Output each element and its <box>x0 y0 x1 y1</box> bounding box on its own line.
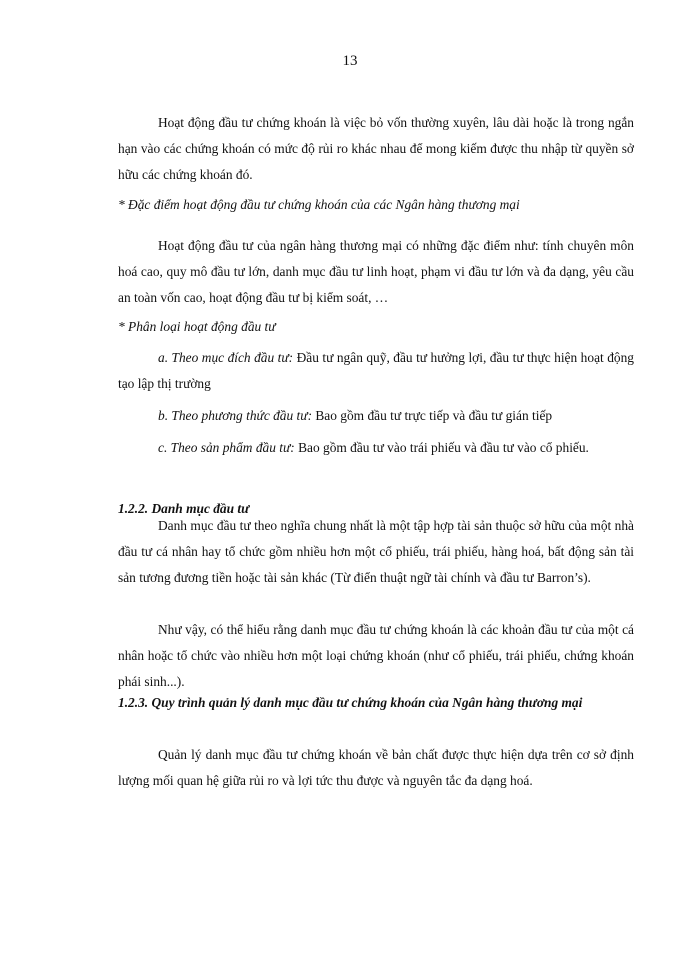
heading-characteristics: * Đặc điểm hoạt động đầu tư chứng khoán của các Ngân hàng thương mại <box>118 197 520 212</box>
paragraph-portfolio-understanding: Như vậy, có thể hiểu rằng danh mục đầu tư chứng khoán là các khoản đầu tư của một cá nhân hoặc tổ chức vào nhiều hơn một loại chứng khoán (như cổ phiếu, trái phiếu, chứng khoán phái sinh...). <box>118 622 634 689</box>
paragraph-characteristics: Hoạt động đầu tư của ngân hàng thương mại có những đặc điểm như: tính chuyên môn hoá cao, quy mô đầu tư lớn, danh mục đầu tư linh hoạt, phạm vi đầu tư lớn và đa dạng, yêu cầu an toàn vốn cao, hoạt động đầu tư bị kiểm soát, … <box>118 238 634 305</box>
heading-classification: * Phân loại hoạt động đầu tư <box>118 319 276 334</box>
heading-section-1-2-3: 1.2.3. Quy trình quản lý danh mục đầu tư chứng khoán của Ngân hàng thương mại <box>118 695 583 710</box>
list-item-c <box>118 435 634 461</box>
list-item-a-lead: a. Theo mục đích đầu tư: <box>158 350 294 365</box>
list-item-a <box>118 345 634 397</box>
list-item-a-text: Đầu tư ngân quỹ, đầu tư hưởng lợi, đầu tư thực hiện hoạt động tạo lập thị trường <box>118 350 634 391</box>
paragraph-portfolio-definition: Danh mục đầu tư theo nghĩa chung nhất là một tập hợp tài sản thuộc sở hữu của một nhà đầu tư cá nhân hay tổ chức gồm nhiều hơn một cổ phiếu, trái phiếu, hàng hoá, bất động sản tài sản tương đương tiền hoặc tài sản khác (Từ điển thuật ngữ tài chính và đầu tư Barron’s). <box>118 518 634 585</box>
paragraph-definition: Hoạt động đầu tư chứng khoán là việc bỏ vốn thường xuyên, lâu dài hoặc là trong ngắn hạn vào các chứng khoán có mức độ rủi ro khác nhau để mong kiếm được thu nhập từ quyền sở hữu các chứng khoán đó. <box>118 115 634 182</box>
paragraph-portfolio-management: Quản lý danh mục đầu tư chứng khoán về bản chất được thực hiện dựa trên cơ sở định lượng mối quan hệ giữa rủi ro và lợi tức thu được và nguyên tắc đa dạng hoá. <box>118 747 634 788</box>
list-item-c-lead: c. Theo sản phẩm đầu tư: <box>158 440 295 455</box>
list-item-b <box>118 403 634 429</box>
list-item-b-text: Bao gồm đầu tư trực tiếp và đầu tư gián tiếp <box>312 408 553 423</box>
list-item-b-lead: b. Theo phương thức đầu tư: <box>158 408 313 423</box>
heading-section-1-2-2: 1.2.2. Danh mục đầu tư <box>118 501 250 516</box>
list-item-c-text: Bao gồm đầu tư vào trái phiếu và đầu tư vào cổ phiếu. <box>294 440 589 455</box>
page-number: 13 <box>342 53 358 69</box>
